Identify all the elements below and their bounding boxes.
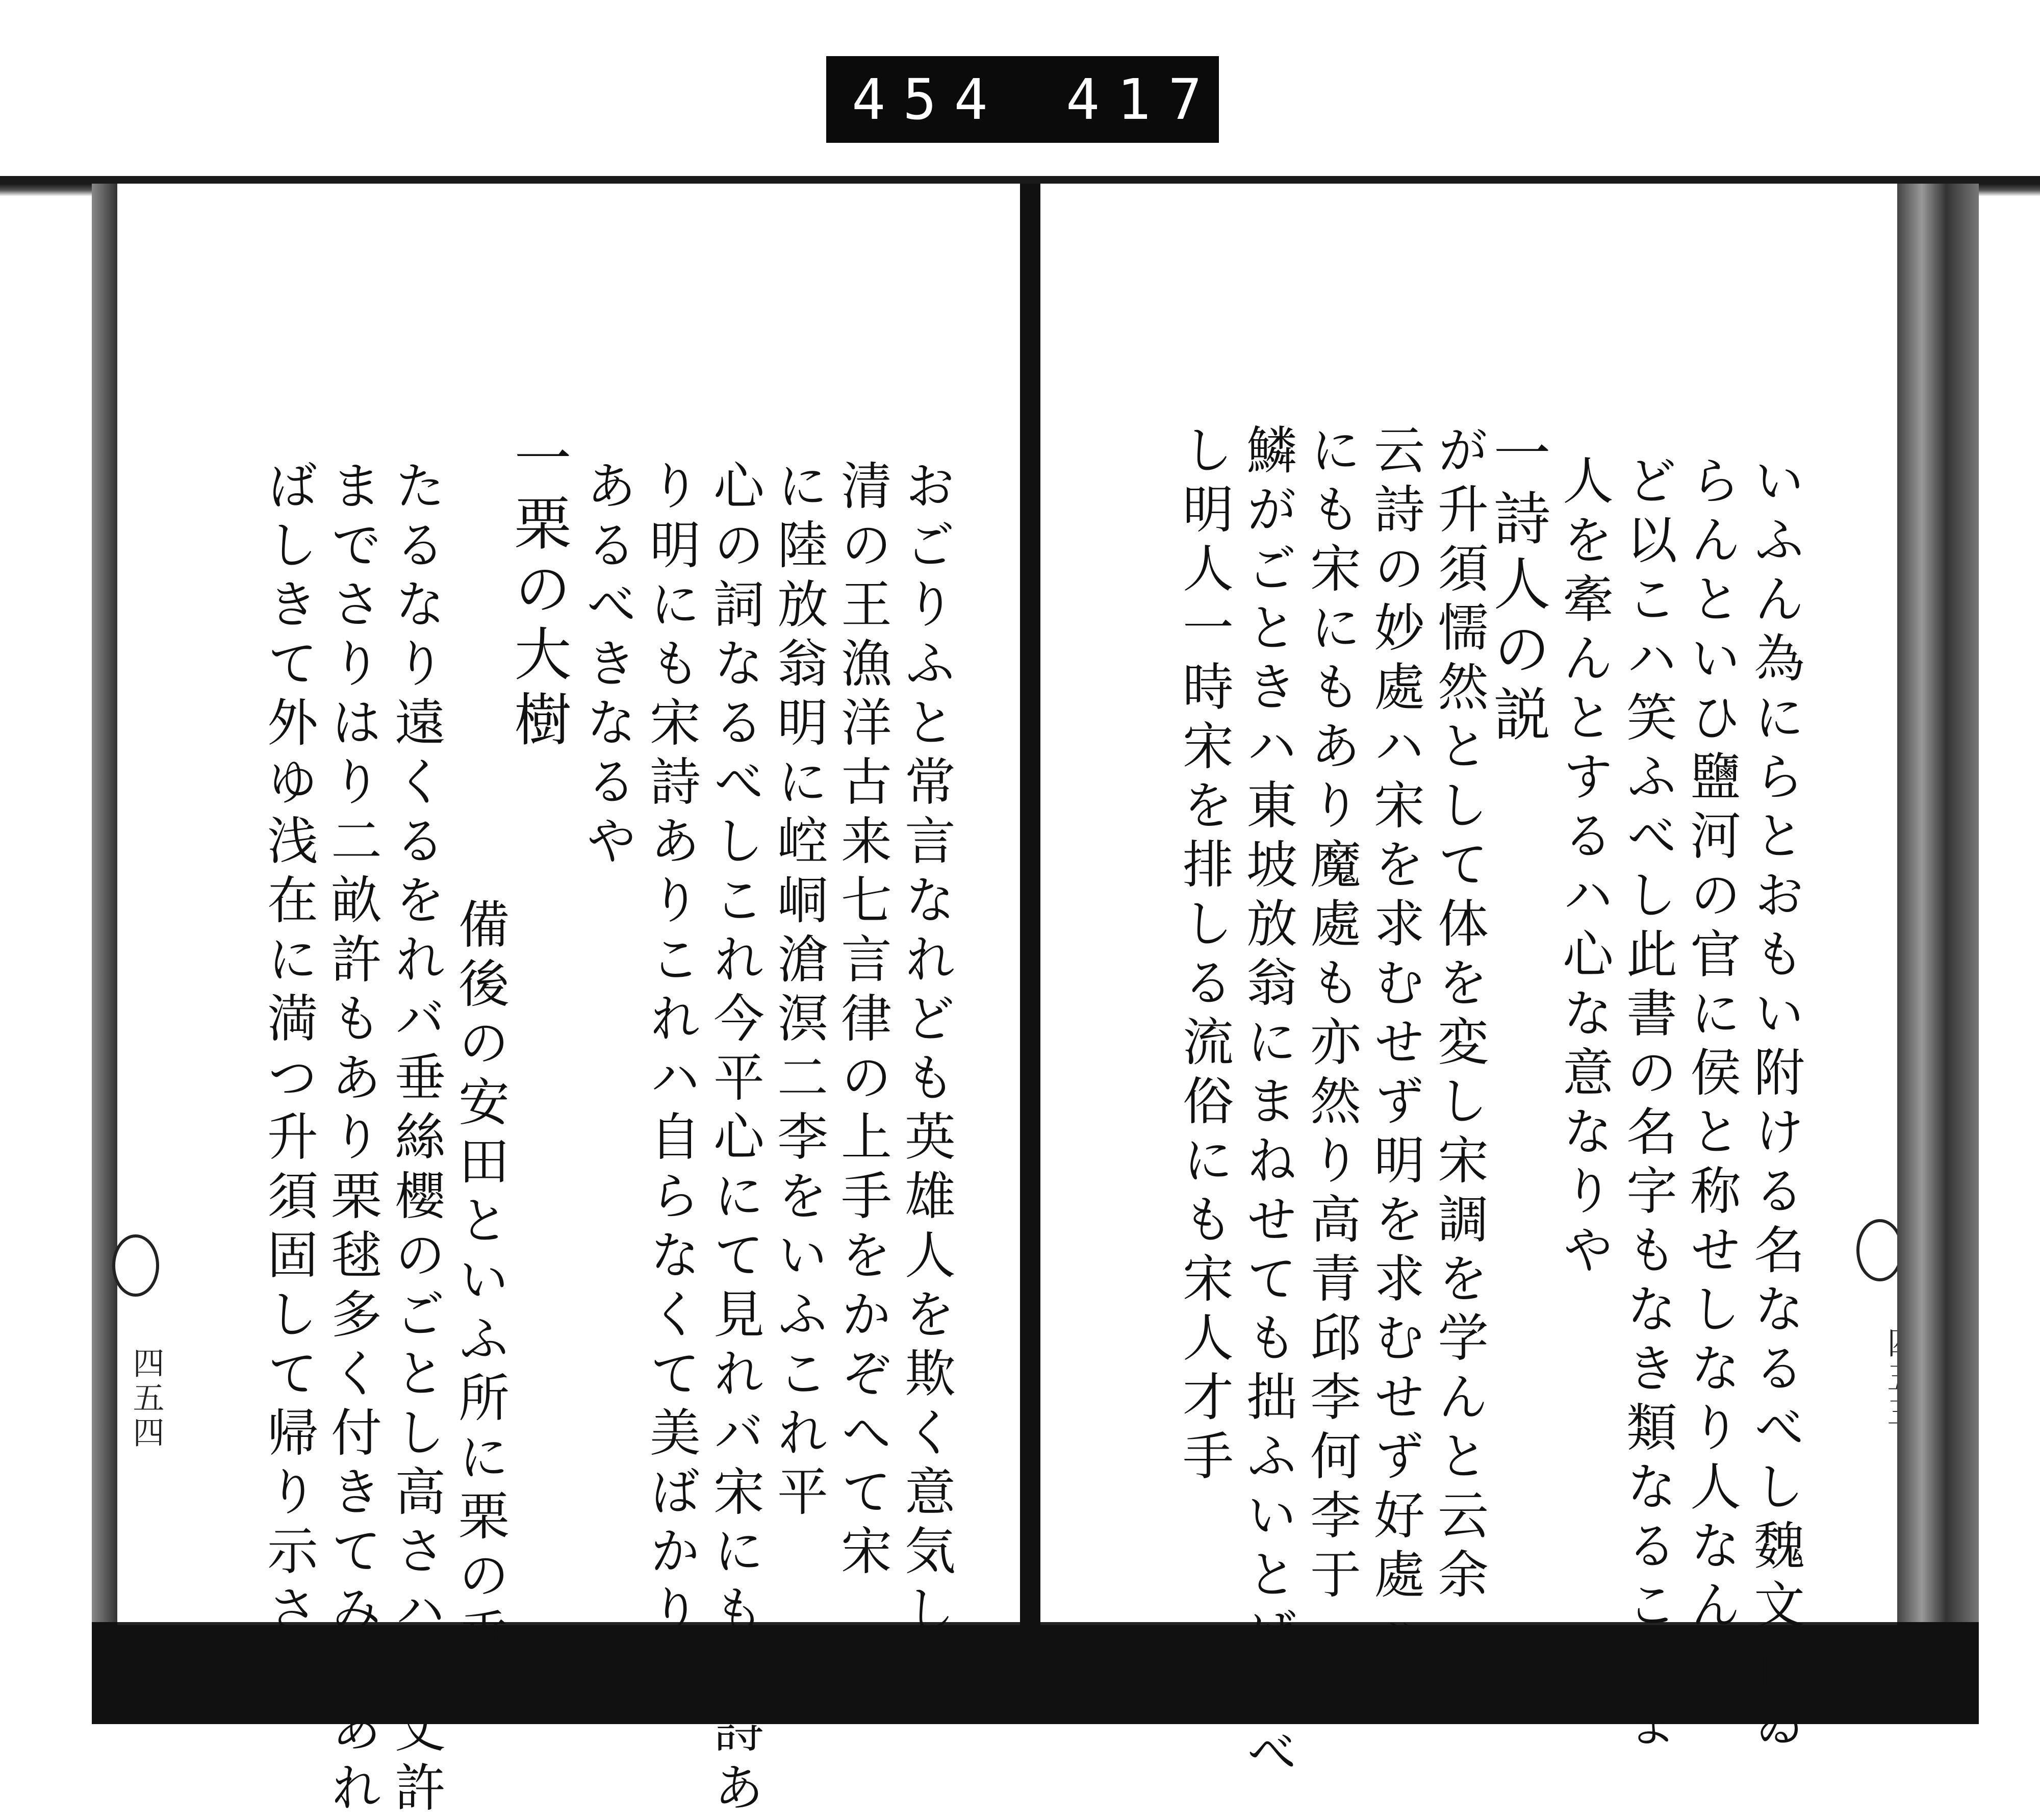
book-spine	[1020, 184, 1040, 1709]
text-column: に陸放翁明に崆峒滄溟二李をいふこれ平	[769, 459, 828, 1524]
text-column: までさりはり二畝許もあり栗毬多く付きてみるあれ	[322, 459, 382, 1820]
text-column: おごりふと常言なれども英雄人を欺く意気し	[896, 459, 956, 1642]
right-page	[1040, 184, 1897, 1784]
right-page-edge	[1897, 184, 1979, 1622]
page-folio: 四五四	[128, 1347, 165, 1451]
text-column: いふん為にらとおもい附ける名なるべし魏文侯ゐ	[1745, 454, 1805, 1756]
text-column: ばしきて外ゆ浅在に満つ升須固して帰り示さん	[259, 459, 318, 1702]
archive-number-right: 417	[1066, 67, 1219, 132]
text-column: にも宋にもあり魔處も亦然り高青邱李何李于	[1302, 423, 1361, 1607]
text-column: 備後の安田といふ所に栗の垂	[450, 898, 509, 1667]
text-column: 心の詞なるべしこれ今平心にて見れバ宋にも明詩あ	[705, 459, 764, 1820]
archive-number-label	[826, 56, 1219, 143]
text-column: らんといひ鹽河の官に侯と称せしなり人なんな	[1681, 454, 1741, 1697]
text-column: り明にも宋詩ありこれハ自らなくて美ばかり	[641, 459, 701, 1642]
page-marker-ring	[1856, 1219, 1903, 1281]
text-column: し明人一時宋を排しる流俗にも宋人才手	[1174, 423, 1234, 1488]
text-column: ど以こハ笑ふべし此書の名字もなき類なることま	[1618, 454, 1677, 1756]
text-column: が升須懦然として体を変し宋調を学んと云余	[1429, 423, 1489, 1607]
archive-number-left: 454	[852, 67, 1005, 132]
spine-bottom-tab	[1010, 1688, 1066, 1724]
page-marker-ring	[112, 1234, 159, 1297]
open-book-spread	[92, 184, 1979, 1820]
text-column: 人を牽んとするハ心な意なりや	[1554, 454, 1614, 1282]
text-column: 鱗がごときハ東坡放翁にまねせても拙ふいとげるべ	[1238, 423, 1297, 1784]
section-heading: 一栗の大樹	[505, 428, 571, 755]
left-page-edge	[92, 184, 117, 1622]
text-column: 清の王漁洋古来七言律の上手をかぞへて宋	[832, 459, 892, 1583]
section-heading: 一詩人の説	[1484, 423, 1550, 750]
text-column: たるなり遠くるをれバ垂絲櫻のごとし高さハ一丈許	[386, 459, 446, 1820]
left-page	[117, 184, 1020, 1820]
text-column: 云詩の妙處ハ宋を求むせず明を求むせず好處ハ明	[1365, 423, 1425, 1725]
text-column: あるべきなるや	[577, 459, 637, 873]
